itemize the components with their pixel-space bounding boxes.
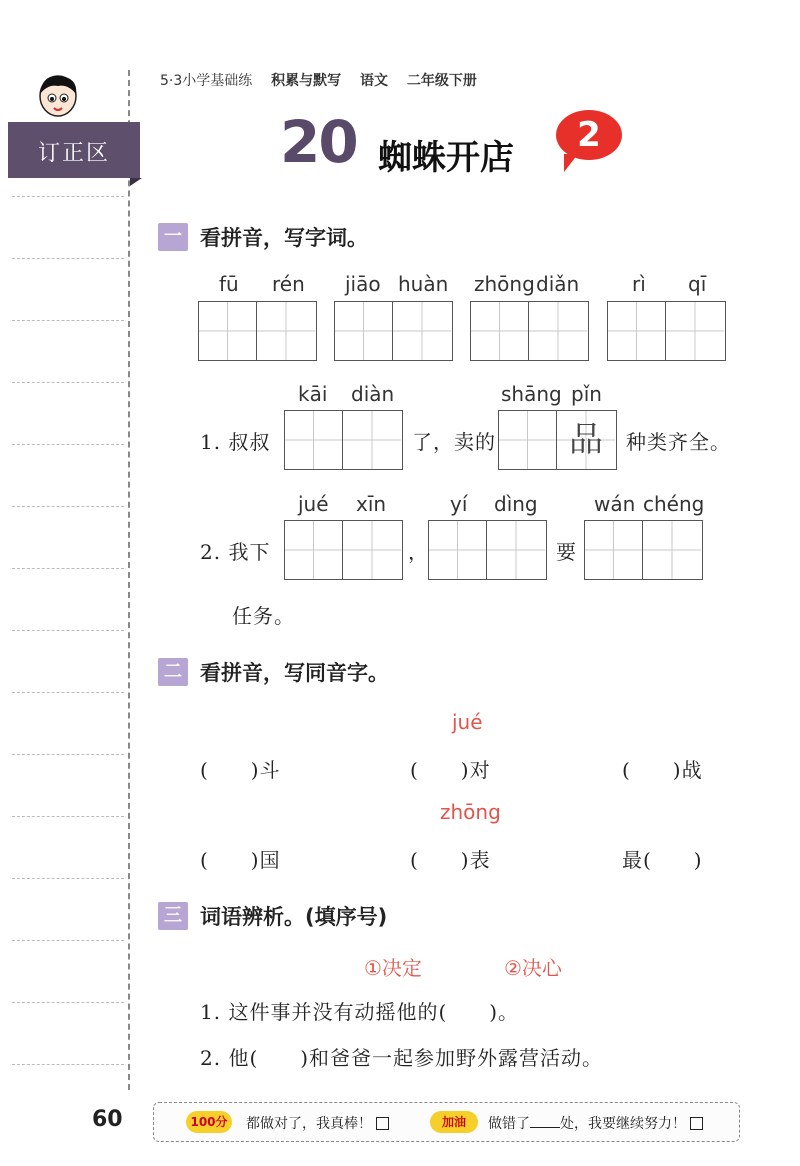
pinyin-jue: jué [452,710,483,734]
sentence-2-mid: 要 [556,540,577,564]
full-score-badge: 100分 [186,1111,232,1133]
pinyin: yí [450,492,468,516]
option-1: ①决定 [364,956,422,980]
question-1[interactable]: 1. 这件事并没有动摇他的( )。 [200,1000,520,1024]
pinyin: kāi [298,382,328,406]
answer-box-wancheng[interactable] [584,520,703,580]
char-cell[interactable] [643,521,701,579]
char-cell[interactable] [499,411,557,469]
mistake-count-blank[interactable] [530,1127,560,1128]
fill-blank[interactable]: ( )战 [622,758,703,782]
char-cell[interactable] [257,302,315,360]
self-check-bar [153,1102,740,1142]
mistake-post: 处，我要继续努力！ [560,1116,686,1132]
pinyin: xīn [356,492,387,516]
self-praise [246,1113,389,1133]
pinyin: chéng [643,492,705,516]
fill-blank[interactable]: ( )国 [200,848,281,872]
question-2[interactable]: 2. 他( )和爸爸一起参加野外露营活动。 [200,1046,604,1070]
char-cell[interactable] [487,521,545,579]
answer-box-riqi[interactable] [607,301,726,361]
pinyin: wán [594,492,636,516]
sentence-1-start: 1. 叔叔 [200,430,271,454]
sentence-2-comma: ， [408,540,429,564]
answer-box-jiaohuan[interactable] [334,301,453,361]
answer-box-juexin[interactable] [284,520,403,580]
pinyin: jiāo [345,272,381,296]
char-cell[interactable] [429,521,487,579]
sentence-1-end: 种类齐全。 [626,430,731,454]
section-1-badge: 一 [158,223,188,251]
char-cell[interactable] [393,302,451,360]
section-2-badge: 二 [158,658,188,686]
pinyin-zhong: zhōng [440,800,501,824]
pinyin: qī [688,272,707,296]
char-cell[interactable]: 品 [557,411,615,469]
sentence-2-tail: 任务。 [232,604,295,628]
answer-box-shangpin[interactable] [498,410,617,470]
self-praise-text: 都做对了，我真棒！ [246,1116,372,1132]
char-cell[interactable] [608,302,666,360]
char-cell[interactable] [343,411,401,469]
pinyin: diàn [351,382,395,406]
correction-area-tab: 订正区 [8,122,140,178]
char-cell[interactable] [585,521,643,579]
pinyin: fū [219,272,239,296]
correction-column [8,70,130,1090]
char-cell[interactable] [335,302,393,360]
sentence-1-mid: 了，卖的 [412,430,496,454]
series-name: 5·3小学基础练 [160,73,253,89]
cheer-badge: 加油 [430,1111,478,1133]
fill-blank[interactable]: ( )表 [410,848,491,872]
fill-blank[interactable]: ( )对 [410,758,491,782]
grade-name: 二年级下册 [406,73,477,89]
book-name: 积累与默写 [271,73,342,89]
section-2-title: 看拼音，写同音字。 [200,661,389,685]
pinyin: zhōng [474,272,535,296]
pinyin: huàn [398,272,449,296]
sentence-2-start: 2. 我下 [200,540,271,564]
answer-box-zhongdian[interactable] [470,301,589,361]
answer-box-yiding[interactable] [428,520,547,580]
pinyin: dìng [494,492,538,516]
char-cell[interactable] [285,411,343,469]
book-header [160,70,491,90]
fill-blank[interactable]: ( )斗 [200,758,281,782]
lesson-part-badge: 2 [556,110,622,160]
subject-name: 语文 [360,73,389,89]
pinyin: diǎn [536,272,580,296]
mistake-count [488,1113,703,1133]
lesson-title: 蜘蛛开店 [378,138,514,178]
checkbox-all-correct[interactable] [376,1117,389,1130]
pinyin: pǐn [571,382,602,406]
answer-box-kaidian[interactable] [284,410,403,470]
section-3-title: 词语辨析。(填序号) [200,905,388,929]
mistake-pre: 做错了 [488,1116,530,1132]
char-cell[interactable] [199,302,257,360]
checkbox-keep-trying[interactable] [690,1117,703,1130]
section-3-badge: 三 [158,902,188,930]
answer-box-furen[interactable] [198,301,317,361]
char-cell[interactable] [471,302,529,360]
char-cell[interactable] [529,302,587,360]
char-cell[interactable] [343,521,401,579]
pinyin: jué [298,492,329,516]
pinyin: shāng [501,382,562,406]
pinyin: rì [632,272,646,296]
pinyin: rén [272,272,305,296]
lesson-number: 20 [280,108,357,176]
char-cell[interactable] [666,302,724,360]
char-cell[interactable] [285,521,343,579]
option-2: ②决心 [504,956,562,980]
fill-blank[interactable]: 最( ) [622,848,703,872]
section-1-title: 看拼音，写字词。 [200,226,368,250]
page-number: 60 [92,1107,123,1132]
